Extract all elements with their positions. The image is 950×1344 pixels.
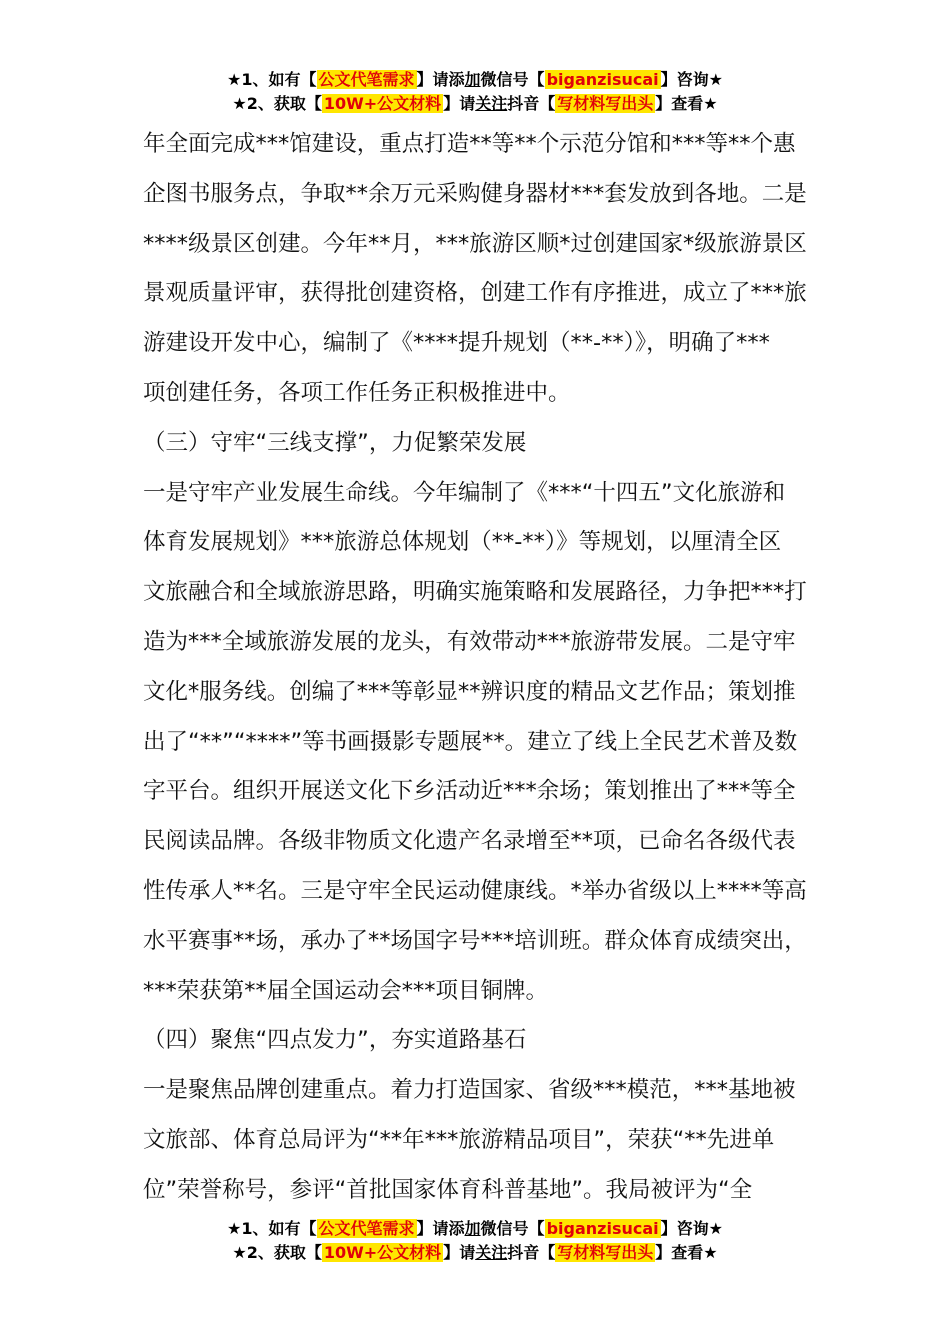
promo-text: 】查看★ <box>655 1243 718 1262</box>
body-line: 游建设开发中心，编制了《****提升规划（**-**）》，明确了*** <box>143 330 770 357</box>
promo-text: 】请 <box>443 94 476 113</box>
promo-text: ★2、获取【 <box>232 94 322 113</box>
promo-highlight: 10W+公文材料 <box>323 1243 442 1262</box>
body-line: 字平台。组织开展送文化下乡活动近***余场；策划推出了***等全 <box>143 778 796 805</box>
promo-highlight: 公文代笔需求 <box>318 1219 415 1238</box>
promo-underlined: 加 <box>464 1219 481 1238</box>
body-line: 文化*服务线。创编了***等彰显**辨识度的精品文艺作品；策划推 <box>143 678 796 705</box>
promo-text: 】请添 <box>416 1219 465 1238</box>
promo-underlined: 加 <box>464 70 481 89</box>
body-line: 位”荣誉称号，参评“首批国家体育科普基地”。我局被评为“全 <box>143 1176 753 1203</box>
promo-text: 抖音【 <box>507 1243 556 1262</box>
body-line: 出了“**”“****”等书画摄影专题展**。建立了线上全民艺术普及数 <box>143 728 798 755</box>
body-line: 文旅部、体育总局评为“**年***旅游精品项目”，荣获“**先进单 <box>143 1126 775 1153</box>
section-heading: （三）守牢“三线支撑”，力促繁荣发展 <box>143 429 527 456</box>
body-line: 性传承人**名。三是守牢全民运动健康线。*举办省级以上****等高 <box>143 877 807 904</box>
promo-text: 微信号【 <box>480 70 545 89</box>
promo-text: ★2、获取【 <box>232 1243 322 1262</box>
body-line: 一是守牢产业发展生命线。今年编制了《***“十四五”文化旅游和 <box>143 479 786 506</box>
promo-text: 】请 <box>443 1243 476 1262</box>
promo-text: 】请添 <box>416 70 465 89</box>
promo-highlight: biganzisucai <box>546 70 659 89</box>
promo-text: 微信号【 <box>480 1219 545 1238</box>
body-line: 年全面完成***馆建设，重点打造**等**个示范分馆和***等**个惠 <box>143 131 796 157</box>
document-body <box>143 120 807 1216</box>
promo-highlight: 写材料写出头 <box>557 94 654 113</box>
footer-promo-banner <box>0 1217 950 1265</box>
body-line: 水平赛事**场，承办了**场国字号***培训班。群众体育成绩突出， <box>143 927 807 954</box>
body-line: 文旅融合和全域旅游思路，明确实施策略和发展路径，力争把***打 <box>143 579 807 606</box>
body-line: 景观质量评审，获得批创建资格，创建工作有序推进，成立了***旅 <box>143 280 807 307</box>
promo-highlight: 写材料写出头 <box>557 1243 654 1262</box>
promo-text: 】咨询★ <box>660 1219 723 1238</box>
promo-line-1 <box>0 1217 950 1241</box>
body-line: 民阅读品牌。各级非物质文化遗产名录增至**项，已命名各级代表 <box>143 828 796 855</box>
body-line: ***荣获第**届全国运动会***项目铜牌。 <box>143 977 549 1004</box>
promo-underlined: 关注 <box>475 1243 508 1262</box>
promo-text: ★1、如有【 <box>227 70 317 89</box>
header-promo-banner <box>0 68 950 116</box>
body-line: 项创建任务，各项工作任务正积极推进中。 <box>143 379 571 406</box>
promo-underlined: 关注 <box>475 94 508 113</box>
promo-text: 抖音【 <box>507 94 556 113</box>
promo-highlight: 公文代笔需求 <box>318 70 415 89</box>
body-line: 造为***全域旅游发展的龙头，有效带动***旅游带发展。二是守牢 <box>143 628 796 655</box>
promo-line-2 <box>0 1241 950 1265</box>
section-heading: （四）聚焦“四点发力”，夯实道路基石 <box>143 1027 527 1054</box>
body-line: 一是聚焦品牌创建重点。着力打造国家、省级***模范，***基地被 <box>143 1077 796 1104</box>
promo-text: ★1、如有【 <box>227 1219 317 1238</box>
promo-highlight: biganzisucai <box>546 1219 659 1238</box>
body-line: ****级景区创建。今年**月，***旅游区顺*过创建国家*级旅游景区 <box>143 230 807 257</box>
promo-text: 】咨询★ <box>660 70 723 89</box>
promo-line-2 <box>0 92 950 116</box>
promo-text: 】查看★ <box>655 94 718 113</box>
body-line: 体育发展规划》***旅游总体规划（**-**）》等规划，以厘清全区 <box>143 529 782 556</box>
promo-highlight: 10W+公文材料 <box>323 94 442 113</box>
body-line: 企图书服务点，争取**余万元采购健身器材***套发放到各地。二是 <box>143 180 807 207</box>
promo-line-1 <box>0 68 950 92</box>
